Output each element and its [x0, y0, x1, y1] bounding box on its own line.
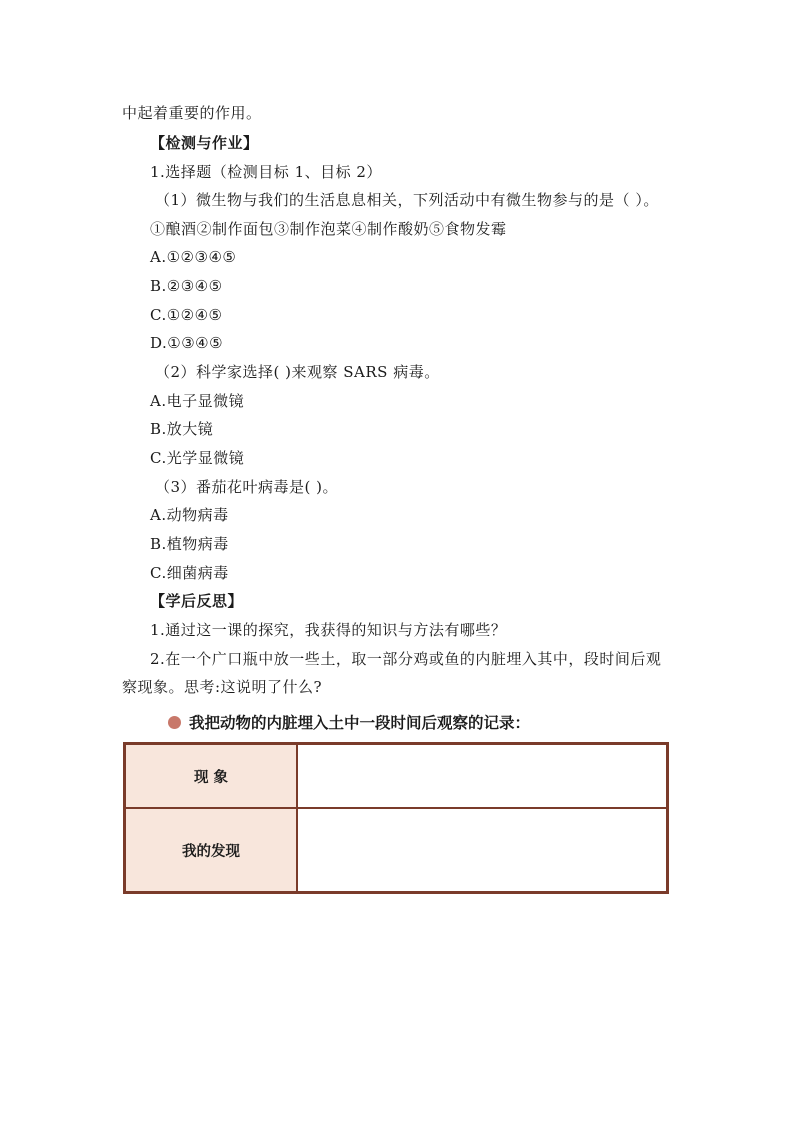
- q1-1-option-d: D.①③④⑤: [150, 334, 224, 352]
- record-value-finding[interactable]: [298, 809, 666, 891]
- q1-2-option-c: C.光学显微镜: [150, 449, 245, 467]
- reflect-section-heading: 【学后反思】: [150, 592, 244, 610]
- q1-3-option-a: A.动物病毒: [150, 506, 229, 524]
- q1-1-option-a: A.①②③④⑤: [150, 248, 237, 266]
- q1-1-option-c: C.①②④⑤: [150, 306, 223, 324]
- q1-3-option-b: B.植物病毒: [150, 535, 229, 553]
- record-title-text: 我把动物的内脏埋入土中一段时间后观察的记录：: [189, 714, 531, 732]
- test-section-heading: 【检测与作业】: [150, 134, 259, 152]
- q1-2-option-b: B.放大镜: [150, 420, 214, 438]
- q1-2-stem: （2）科学家选择( )来观察 SARS 病毒。: [155, 363, 440, 381]
- reflect-q1: 1.通过这一课的探究，我获得的知识与方法有哪些？: [150, 621, 507, 639]
- record-label-finding: 我的发现: [126, 809, 298, 891]
- q1-2-option-a: A.电子显微镜: [150, 392, 245, 410]
- q1-3-option-c: C.细菌病毒: [150, 564, 229, 582]
- reflect-q2-line2: 察现象。思考:这说明了什么?: [122, 678, 323, 696]
- q1-3-stem: （3）番茄花叶病毒是( )。: [155, 478, 339, 496]
- q1-1-option-b: B.②③④⑤: [150, 277, 223, 295]
- record-value-phenomenon[interactable]: [298, 745, 666, 809]
- q1-1-items: ①酿酒②制作面包③制作泡菜④制作酸奶⑤食物发霉: [150, 220, 507, 238]
- intro-tail-text: 中起着重要的作用。: [122, 104, 262, 122]
- q1-1-stem: （1）微生物与我们的生活息息相关，下列活动中有微生物参与的是（ ）。: [155, 191, 659, 209]
- q1-title: 1.选择题（检测目标 1、目标 2）: [150, 163, 382, 181]
- record-table: [123, 742, 669, 894]
- record-title: [168, 711, 530, 733]
- record-label-phenomenon: 现 象: [126, 745, 298, 809]
- reflect-q2-line1: 2.在一个广口瓶中放一些土，取一部分鸡或鱼的内脏埋入其中，段时间后观: [150, 650, 662, 668]
- bullet-dot-icon: [168, 716, 181, 729]
